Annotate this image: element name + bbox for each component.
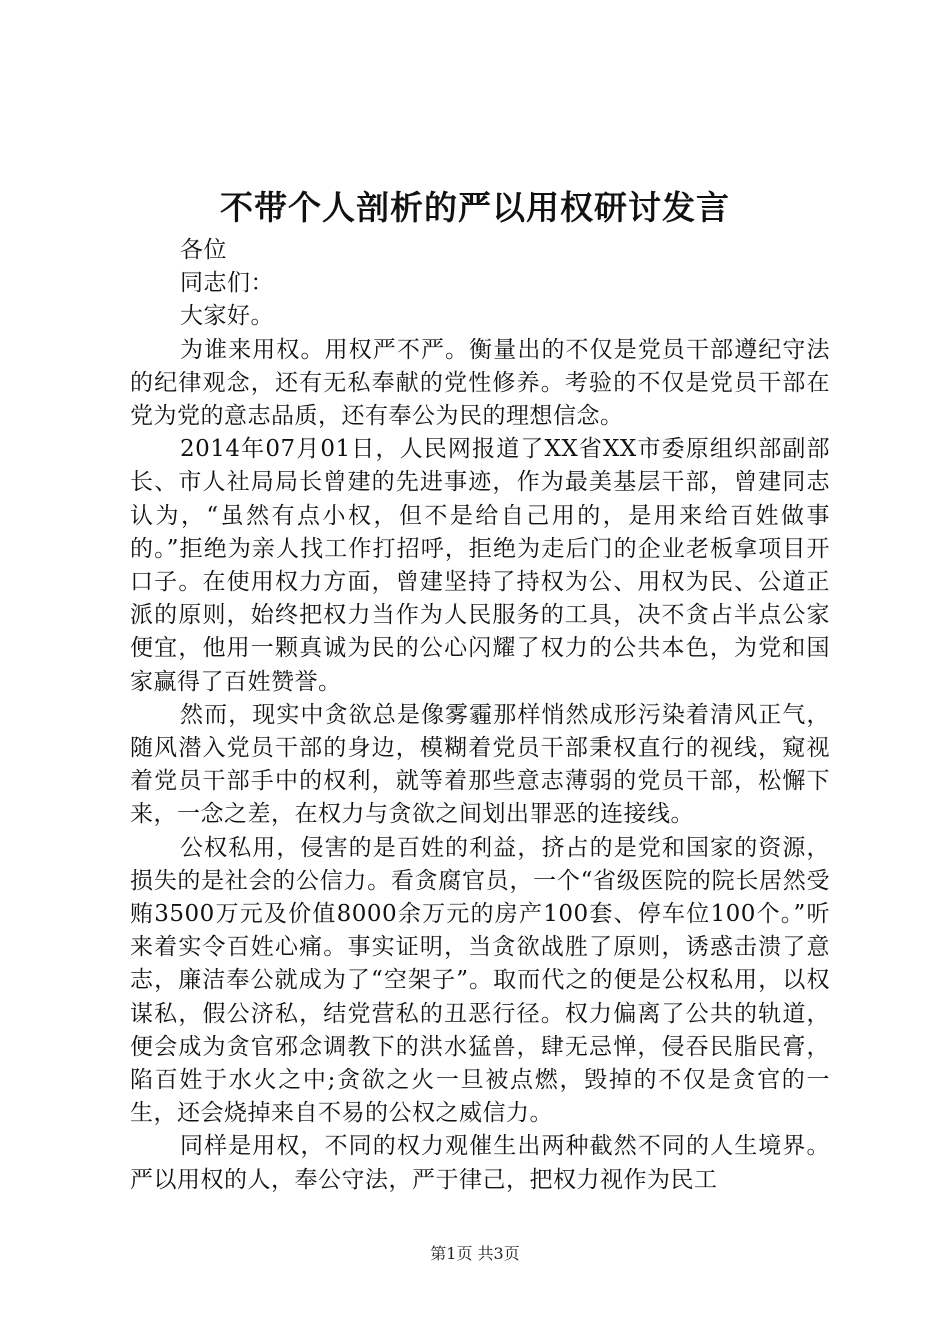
body-paragraph: 然而，现实中贪欲总是像雾霾那样悄然成形污染着清风正气，随风潜入党员干部的身边，模糊着党员干部秉权直行的视线，窥视着党员干部手中的权利，就等着那些意志薄弱的党员干部，松懈下来，一念之差，在权力与贪欲之间划出罪恶的连接线。 xyxy=(130,701,830,828)
body-paragraph: 为谁来用权。用权严不严。衡量出的不仅是党员干部遵纪守法的纪律观念，还有无私奉献的党性修养。考验的不仅是党员干部在党为党的意志品质，还有奉公为民的理想信念。 xyxy=(130,336,830,430)
document-body xyxy=(130,234,830,1197)
body-paragraph: 公权私用，侵害的是百姓的利益，挤占的是党和国家的资源，损失的是社会的公信力。看贪腐官员，一个“省级医院的院长居然受贿3500万元及价值8000余万元的房产100套、停车位100个。”听来着实令百姓心痛。事实证明，当贪欲战胜了原则，诱惑击溃了意志，廉洁奉公就成为了“空架子”。取而代之的便是公权私用，以权谋私，假公济私，结党营私的丑恶行径。权力偏离了公共的轨道，便会成为贪官邪念调教下的洪水猛兽，肆无忌惮，侵吞民脂民膏，陷百姓于水火之中;贪欲之火一旦被点燃，毁掉的不仅是贪官的一生，还会烧掉来自不易的公权之威信力。 xyxy=(130,834,830,1127)
body-paragraph: 同样是用权，不同的权力观催生出两种截然不同的人生境界。严以用权的人，奉公守法，严于律己，把权力视作为民工 xyxy=(130,1133,830,1193)
document-title: 不带个人剖析的严以用权研讨发言 xyxy=(220,188,730,227)
body-paragraph: 2014年07月01日，人民网报道了XX省XX市委原组织部副部长、市人社局局长曾建的先进事迹，作为最美基层干部，曾建同志认为，“虽然有点小权，但不是给自己用的，是用来给百姓做事的。”拒绝为亲人找工作打招呼，拒绝为走后门的企业老板拿项目开口子。在使用权力方面，曾建坚持了持权为公、用权为民、公道正派的原则，始终把权力当作为人民服务的工具，决不贪占半点公家便宜，他用一颗真诚为民的公心闪耀了权力的公共本色，为党和国家赢得了百姓赞誉。 xyxy=(130,436,830,695)
salutation-line: 各位 xyxy=(180,237,227,263)
greeting-line: 大家好。 xyxy=(180,303,274,330)
salutation-line: 同志们： xyxy=(180,270,274,297)
page-number-footer: 第1页 共3页 xyxy=(430,1244,520,1263)
